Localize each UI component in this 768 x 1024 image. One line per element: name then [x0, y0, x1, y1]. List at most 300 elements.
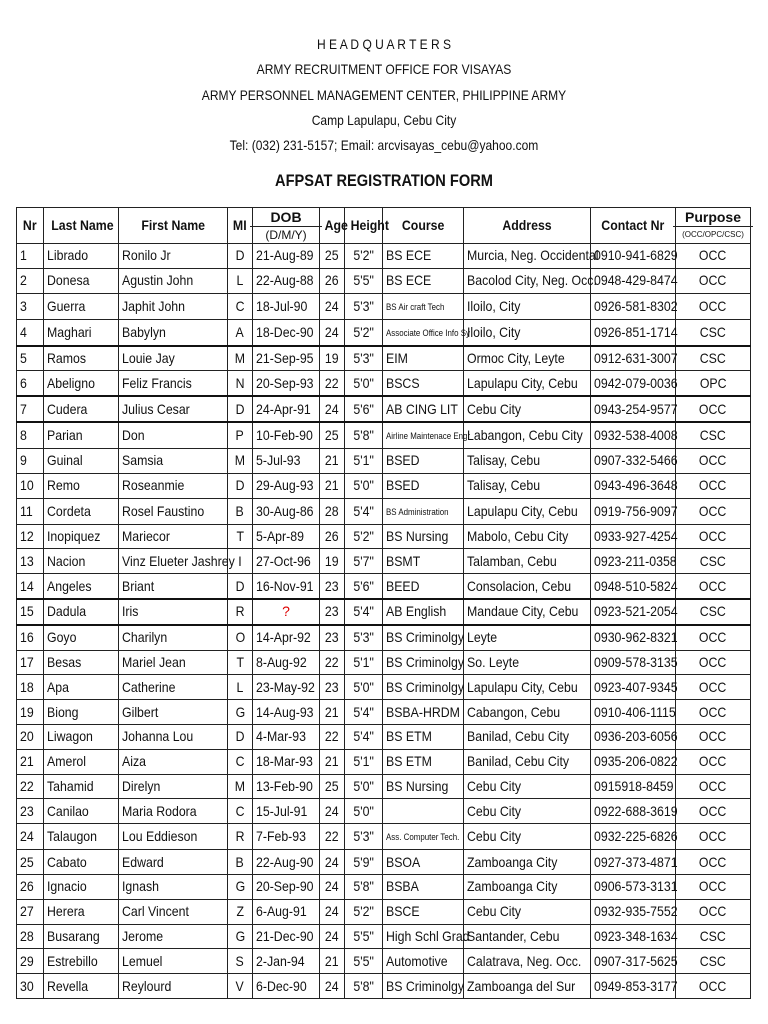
- row-mi: C: [228, 293, 253, 319]
- row-first-name: Carl Vincent: [119, 899, 228, 924]
- row-address: Cebu City: [464, 774, 591, 799]
- row-height: 5'3": [345, 824, 383, 850]
- row-height: 5'4": [345, 700, 383, 725]
- row-age: 26: [320, 524, 345, 549]
- row-course: BSED: [383, 448, 464, 473]
- row-age: 24: [320, 799, 345, 824]
- row-nr: 14: [17, 574, 44, 599]
- row-contact: 0930-962-8321: [591, 625, 676, 650]
- table-row: [17, 244, 751, 269]
- row-first-name: Jerome: [119, 924, 228, 949]
- row-age: 24: [320, 850, 345, 875]
- row-contact: 0923-521-2054: [591, 599, 676, 625]
- row-address: Mandaue City, Cebu: [464, 599, 591, 625]
- row-height: 5'8": [345, 874, 383, 899]
- table-row: [17, 974, 751, 999]
- row-course: BSED: [383, 473, 464, 498]
- row-mi: N: [228, 371, 253, 396]
- registration-table: [16, 207, 751, 999]
- row-mi: V: [228, 974, 253, 999]
- row-address: Mabolo, Cebu City: [464, 524, 591, 549]
- row-first-name: Iris: [119, 599, 228, 625]
- table-row: [17, 498, 751, 524]
- row-purpose: CSC: [676, 949, 751, 974]
- row-dob: 18-Jul-90: [253, 293, 320, 319]
- row-purpose: OCC: [676, 268, 751, 293]
- row-nr: 24: [17, 824, 44, 850]
- row-mi: G: [228, 874, 253, 899]
- row-last-name: Goyo: [44, 625, 119, 650]
- row-nr: 25: [17, 850, 44, 875]
- row-age: 19: [320, 346, 345, 371]
- row-address: Cebu City: [464, 799, 591, 824]
- row-height: 5'0": [345, 675, 383, 700]
- row-contact: 0942-079-0036: [591, 371, 676, 396]
- row-address: Lapulapu City, Cebu: [464, 371, 591, 396]
- row-last-name: Apa: [44, 675, 119, 700]
- row-nr: 26: [17, 874, 44, 899]
- row-dob: 7-Feb-93: [253, 824, 320, 850]
- row-address: Cebu City: [464, 824, 591, 850]
- row-first-name: Gilbert: [119, 700, 228, 725]
- row-age: 21: [320, 473, 345, 498]
- row-age: 25: [320, 244, 345, 269]
- row-course: BS Criminolgy: [383, 625, 464, 650]
- row-last-name: Cordeta: [44, 498, 119, 524]
- row-purpose: OCC: [676, 899, 751, 924]
- row-dob: 21-Sep-95: [253, 346, 320, 371]
- row-height: 5'8": [345, 422, 383, 449]
- row-last-name: Liwagon: [44, 724, 119, 749]
- row-contact: 0910-941-6829: [591, 244, 676, 269]
- row-height: 5'5": [345, 949, 383, 974]
- row-purpose: OCC: [676, 724, 751, 749]
- row-address: Zamboanga City: [464, 850, 591, 875]
- row-first-name: Aiza: [119, 749, 228, 774]
- row-first-name: Ignash: [119, 874, 228, 899]
- row-nr: 7: [17, 396, 44, 422]
- col-header-address: Address: [464, 208, 591, 244]
- row-course: EIM: [383, 346, 464, 371]
- row-course: BSOA: [383, 850, 464, 875]
- row-first-name: Reylourd: [119, 974, 228, 999]
- row-height: 5'0": [345, 799, 383, 824]
- row-nr: 12: [17, 524, 44, 549]
- table-row: [17, 724, 751, 749]
- row-purpose: OCC: [676, 874, 751, 899]
- row-course: BS Nursing: [383, 524, 464, 549]
- row-nr: 18: [17, 675, 44, 700]
- row-nr: 11: [17, 498, 44, 524]
- row-last-name: Canilao: [44, 799, 119, 824]
- row-dob: 29-Aug-93: [253, 473, 320, 498]
- row-nr: 15: [17, 599, 44, 625]
- row-purpose: OPC: [676, 371, 751, 396]
- row-last-name: Talaugon: [44, 824, 119, 850]
- row-course: Associate Office Info Sy: [383, 319, 464, 346]
- row-address: Iloilo, City: [464, 293, 591, 319]
- col-header-course: Course: [383, 208, 464, 244]
- header-line-1: H E A D Q U A R T E R S: [316, 36, 452, 52]
- row-mi: D: [228, 244, 253, 269]
- row-dob: 10-Feb-90: [253, 422, 320, 449]
- row-address: Cebu City: [464, 396, 591, 422]
- row-address: Zamboanga City: [464, 874, 591, 899]
- row-mi: M: [228, 346, 253, 371]
- row-age: 24: [320, 874, 345, 899]
- col-header-nr: Nr: [17, 208, 44, 244]
- table-header-row: [17, 208, 751, 244]
- row-last-name: Remo: [44, 473, 119, 498]
- row-first-name: Don: [119, 422, 228, 449]
- row-first-name: Rosel Faustino: [119, 498, 228, 524]
- row-address: Cabangon, Cebu: [464, 700, 591, 725]
- row-last-name: Biong: [44, 700, 119, 725]
- row-first-name: Maria Rodora: [119, 799, 228, 824]
- row-last-name: Maghari: [44, 319, 119, 346]
- dob-label: DOB: [250, 208, 322, 227]
- table-row: [17, 473, 751, 498]
- row-nr: 9: [17, 448, 44, 473]
- row-height: 5'6": [345, 396, 383, 422]
- col-header-age: Age: [320, 208, 345, 244]
- row-height: 5'0": [345, 371, 383, 396]
- row-nr: 6: [17, 371, 44, 396]
- col-header-first-name: First Name: [119, 208, 228, 244]
- row-purpose: OCC: [676, 974, 751, 999]
- row-address: Iloilo, City: [464, 319, 591, 346]
- table-row: [17, 774, 751, 799]
- row-purpose: OCC: [676, 473, 751, 498]
- row-dob: 6-Dec-90: [253, 974, 320, 999]
- row-mi: T: [228, 524, 253, 549]
- row-course: BS Criminolgy: [383, 650, 464, 675]
- col-header-mi: MI: [228, 208, 253, 244]
- row-age: 21: [320, 700, 345, 725]
- row-dob: 30-Aug-86: [253, 498, 320, 524]
- row-nr: 16: [17, 625, 44, 650]
- table-row: [17, 799, 751, 824]
- row-height: 5'9": [345, 850, 383, 875]
- row-course: AB English: [383, 599, 464, 625]
- row-course: BSBA: [383, 874, 464, 899]
- row-dob: 14-Aug-93: [253, 700, 320, 725]
- row-height: 5'3": [345, 625, 383, 650]
- row-contact: 0907-317-5625: [591, 949, 676, 974]
- row-first-name: Lemuel: [119, 949, 228, 974]
- row-course: Automotive: [383, 949, 464, 974]
- purpose-label: Purpose: [673, 208, 753, 227]
- row-last-name: Revella: [44, 974, 119, 999]
- table-row: [17, 422, 751, 449]
- row-mi: R: [228, 824, 253, 850]
- row-age: 24: [320, 319, 345, 346]
- row-dob: 15-Jul-91: [253, 799, 320, 824]
- row-nr: 13: [17, 549, 44, 574]
- table-row: [17, 396, 751, 422]
- row-address: Murcia, Neg. Occidental: [464, 244, 591, 269]
- row-age: 19: [320, 549, 345, 574]
- row-address: Banilad, Cebu City: [464, 749, 591, 774]
- row-first-name: Ronilo Jr: [119, 244, 228, 269]
- row-contact: 0935-206-0822: [591, 749, 676, 774]
- row-nr: 20: [17, 724, 44, 749]
- row-first-name: Japhit John: [119, 293, 228, 319]
- row-purpose: OCC: [676, 448, 751, 473]
- row-height: 5'2": [345, 524, 383, 549]
- table-row: [17, 949, 751, 974]
- row-height: 5'2": [345, 899, 383, 924]
- row-mi: S: [228, 949, 253, 974]
- row-last-name: Guerra: [44, 293, 119, 319]
- row-first-name: Samsia: [119, 448, 228, 473]
- row-age: 24: [320, 899, 345, 924]
- row-purpose: OCC: [676, 824, 751, 850]
- row-address: Bacolod City, Neg. Occ.: [464, 268, 591, 293]
- row-height: 5'4": [345, 498, 383, 524]
- header-line-3: ARMY PERSONNEL MANAGEMENT CENTER, PHILIPPINE ARMY: [201, 87, 567, 103]
- row-dob: 22-Aug-88: [253, 268, 320, 293]
- row-address: Talisay, Cebu: [464, 448, 591, 473]
- row-address: Lapulapu City, Cebu: [464, 675, 591, 700]
- row-mi: P: [228, 422, 253, 449]
- row-dob: 20-Sep-90: [253, 874, 320, 899]
- row-nr: 1: [17, 244, 44, 269]
- row-first-name: Mariel Jean: [119, 650, 228, 675]
- row-course: BS ETM: [383, 724, 464, 749]
- table-row: [17, 650, 751, 675]
- row-height: 5'2": [345, 319, 383, 346]
- row-contact: 0949-853-3177: [591, 974, 676, 999]
- row-height: 5'5": [345, 924, 383, 949]
- form-title: AFPSAT REGISTRATION FORM: [275, 171, 493, 190]
- row-height: 5'3": [345, 293, 383, 319]
- table-row: [17, 268, 751, 293]
- row-course: BEED: [383, 574, 464, 599]
- row-purpose: CSC: [676, 549, 751, 574]
- row-course: BSCE: [383, 899, 464, 924]
- row-last-name: Amerol: [44, 749, 119, 774]
- row-dob: 27-Oct-96: [253, 549, 320, 574]
- row-dob: 6-Aug-91: [253, 899, 320, 924]
- row-purpose: CSC: [676, 346, 751, 371]
- col-header-height: Height: [345, 208, 383, 244]
- row-height: 5'7": [345, 549, 383, 574]
- row-mi: B: [228, 498, 253, 524]
- row-first-name: Charilyn: [119, 625, 228, 650]
- row-course: BS ETM: [383, 749, 464, 774]
- row-nr: 10: [17, 473, 44, 498]
- row-age: 24: [320, 396, 345, 422]
- row-address: Talisay, Cebu: [464, 473, 591, 498]
- row-contact: 0923-211-0358: [591, 549, 676, 574]
- row-age: 23: [320, 599, 345, 625]
- row-age: 21: [320, 749, 345, 774]
- row-mi: G: [228, 700, 253, 725]
- row-first-name: Babylyn: [119, 319, 228, 346]
- row-address: Cebu City: [464, 899, 591, 924]
- row-purpose: OCC: [676, 774, 751, 799]
- row-purpose: OCC: [676, 293, 751, 319]
- col-header-dob: [253, 208, 320, 244]
- row-contact: 0948-429-8474: [591, 268, 676, 293]
- table-row: [17, 346, 751, 371]
- row-height: 5'1": [345, 448, 383, 473]
- row-contact: 0926-851-1714: [591, 319, 676, 346]
- row-dob: 2-Jan-94: [253, 949, 320, 974]
- row-nr: 3: [17, 293, 44, 319]
- table-row: [17, 448, 751, 473]
- row-purpose: OCC: [676, 625, 751, 650]
- col-header-last-name: Last Name: [44, 208, 119, 244]
- row-contact: 0910-406-1115: [591, 700, 676, 725]
- header-line-2: ARMY RECRUITMENT OFFICE FOR VISAYAS: [256, 61, 512, 77]
- row-last-name: Inopiquez: [44, 524, 119, 549]
- purpose-format: (OCC/OPC/CSC): [682, 230, 744, 239]
- row-nr: 4: [17, 319, 44, 346]
- row-address: Ormoc City, Leyte: [464, 346, 591, 371]
- row-age: 23: [320, 574, 345, 599]
- table-row: [17, 874, 751, 899]
- row-contact: 0906-573-3131: [591, 874, 676, 899]
- row-mi: I: [228, 549, 253, 574]
- row-first-name: Johanna Lou: [119, 724, 228, 749]
- row-age: 24: [320, 293, 345, 319]
- row-first-name: Catherine: [119, 675, 228, 700]
- row-course: BS Administration: [383, 498, 464, 524]
- row-last-name: Ramos: [44, 346, 119, 371]
- row-height: 5'4": [345, 599, 383, 625]
- row-purpose: CSC: [676, 422, 751, 449]
- row-mi: C: [228, 749, 253, 774]
- row-age: 26: [320, 268, 345, 293]
- row-contact: 0927-373-4871: [591, 850, 676, 875]
- row-last-name: Librado: [44, 244, 119, 269]
- row-height: 5'6": [345, 574, 383, 599]
- row-nr: 23: [17, 799, 44, 824]
- row-last-name: Angeles: [44, 574, 119, 599]
- row-contact: 0932-935-7552: [591, 899, 676, 924]
- table-row: [17, 924, 751, 949]
- row-address: Banilad, Cebu City: [464, 724, 591, 749]
- row-mi: R: [228, 599, 253, 625]
- row-contact: 0907-332-5466: [591, 448, 676, 473]
- row-mi: G: [228, 924, 253, 949]
- row-last-name: Herera: [44, 899, 119, 924]
- row-last-name: Parian: [44, 422, 119, 449]
- table-row: [17, 899, 751, 924]
- row-last-name: Busarang: [44, 924, 119, 949]
- row-purpose: CSC: [676, 924, 751, 949]
- row-contact: 0926-581-8302: [591, 293, 676, 319]
- row-course: High Schl Grad: [383, 924, 464, 949]
- row-last-name: Cudera: [44, 396, 119, 422]
- table-row: [17, 824, 751, 850]
- table-row: [17, 319, 751, 346]
- header-line-4: Camp Lapulapu, Cebu City: [311, 112, 457, 128]
- row-age: 21: [320, 448, 345, 473]
- row-course: BS Criminolgy: [383, 974, 464, 999]
- row-age: 22: [320, 371, 345, 396]
- row-address: Lapulapu City, Cebu: [464, 498, 591, 524]
- row-mi: D: [228, 574, 253, 599]
- row-dob: 18-Mar-93: [253, 749, 320, 774]
- row-dob: 13-Feb-90: [253, 774, 320, 799]
- row-contact: 0943-254-9577: [591, 396, 676, 422]
- row-mi: O: [228, 625, 253, 650]
- row-height: 5'1": [345, 650, 383, 675]
- row-first-name: Julius Cesar: [119, 396, 228, 422]
- row-dob: 21-Dec-90: [253, 924, 320, 949]
- row-course: BS ECE: [383, 268, 464, 293]
- row-purpose: OCC: [676, 244, 751, 269]
- row-course: BS Nursing: [383, 774, 464, 799]
- row-contact: 0933-927-4254: [591, 524, 676, 549]
- row-contact: 0936-203-6056: [591, 724, 676, 749]
- row-mi: L: [228, 675, 253, 700]
- row-age: 21: [320, 949, 345, 974]
- row-first-name: Direlyn: [119, 774, 228, 799]
- row-nr: 27: [17, 899, 44, 924]
- row-purpose: OCC: [676, 799, 751, 824]
- row-last-name: Ignacio: [44, 874, 119, 899]
- row-address: Talamban, Cebu: [464, 549, 591, 574]
- row-mi: M: [228, 774, 253, 799]
- row-dob: ?: [253, 599, 320, 625]
- row-age: 22: [320, 650, 345, 675]
- row-contact: 0943-496-3648: [591, 473, 676, 498]
- row-last-name: Besas: [44, 650, 119, 675]
- row-mi: L: [228, 268, 253, 293]
- row-purpose: CSC: [676, 599, 751, 625]
- row-course: BS Air craft Tech: [383, 293, 464, 319]
- row-last-name: Cabato: [44, 850, 119, 875]
- row-mi: D: [228, 724, 253, 749]
- table-row: [17, 549, 751, 574]
- row-age: 22: [320, 824, 345, 850]
- row-age: 23: [320, 675, 345, 700]
- row-address: Zamboanga del Sur: [464, 974, 591, 999]
- table-row: [17, 749, 751, 774]
- row-nr: 29: [17, 949, 44, 974]
- row-dob: 23-May-92: [253, 675, 320, 700]
- row-age: 24: [320, 924, 345, 949]
- row-last-name: Nacion: [44, 549, 119, 574]
- row-nr: 17: [17, 650, 44, 675]
- row-first-name: Agustin John: [119, 268, 228, 293]
- row-height: 5'0": [345, 774, 383, 799]
- row-course: BSCS: [383, 371, 464, 396]
- row-contact: 0932-225-6826: [591, 824, 676, 850]
- row-mi: T: [228, 650, 253, 675]
- row-address: Calatrava, Neg. Occ.: [464, 949, 591, 974]
- row-height: 5'5": [345, 268, 383, 293]
- table-row: [17, 293, 751, 319]
- row-mi: C: [228, 799, 253, 824]
- row-purpose: OCC: [676, 675, 751, 700]
- row-address: Consolacion, Cebu: [464, 574, 591, 599]
- row-dob: 8-Aug-92: [253, 650, 320, 675]
- row-last-name: Dadula: [44, 599, 119, 625]
- row-course: BS Criminolgy: [383, 675, 464, 700]
- table-row: [17, 850, 751, 875]
- row-age: 22: [320, 724, 345, 749]
- row-dob: 21-Aug-89: [253, 244, 320, 269]
- row-course: Airline Maintenace Engr: [383, 422, 464, 449]
- row-address: Santander, Cebu: [464, 924, 591, 949]
- row-contact: 0912-631-3007: [591, 346, 676, 371]
- row-nr: 19: [17, 700, 44, 725]
